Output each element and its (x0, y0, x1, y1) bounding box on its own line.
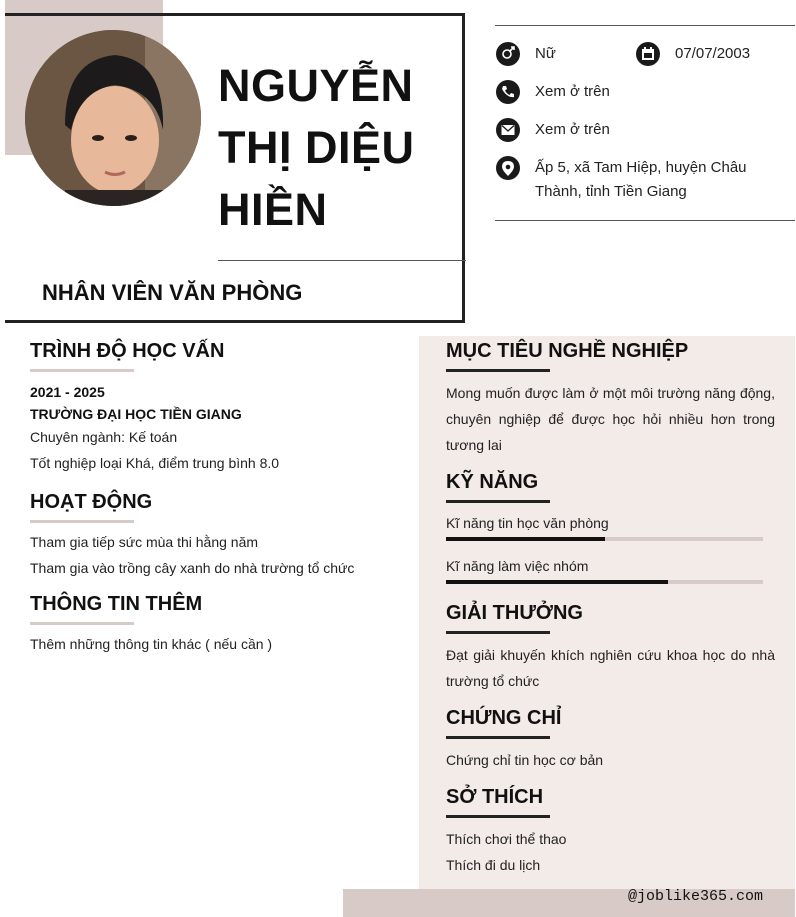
awards-text: Đạt giải khuyến khích nghiên cứu khoa học do nhà trường tổ chức (446, 647, 775, 689)
education-years: 2021 - 2025 (30, 384, 105, 400)
extra-info-title: THÔNG TIN THÊM (30, 593, 203, 615)
skill-bar-fill (446, 580, 668, 584)
contact-bottom-rule (495, 220, 795, 221)
skill-bar (446, 580, 763, 584)
activity-item: Tham gia tiếp sức mùa thi hằng năm (30, 534, 259, 550)
gender-value: Nữ (535, 45, 556, 62)
certificates-underline (446, 736, 550, 739)
hobby-item: Thích chơi thể thao (446, 831, 567, 847)
education-underline (30, 369, 134, 372)
gender-icon (496, 42, 520, 66)
skill-bar (446, 537, 763, 541)
name-line-3: HIỀN (218, 184, 328, 235)
objective-section (446, 340, 775, 458)
skills-title: KỸ NĂNG (446, 471, 539, 493)
phone-value: Xem ở trên (535, 83, 610, 100)
activities-underline (30, 520, 134, 523)
awards-title: GIẢI THƯỞNG (446, 602, 583, 624)
objective-text: Mong muốn được làm ở một môi trường năng động, chuyên nghiệp để được học hỏi nhiều hơn trong tương lai (446, 385, 775, 453)
avatar-photo (25, 30, 201, 206)
objective-title: MỤC TIÊU NGHỀ NGHIỆP (446, 340, 689, 362)
name-divider (218, 260, 466, 261)
extra-info-underline (30, 622, 134, 625)
hobbies-section (446, 786, 775, 878)
extra-info-text: Thêm những thông tin khác ( nếu cần ) (30, 636, 273, 652)
skills-underline (446, 500, 550, 503)
location-icon (496, 156, 520, 180)
phone-icon (496, 80, 520, 104)
awards-underline (446, 631, 550, 634)
education-title: TRÌNH ĐỘ HỌC VẤN (30, 340, 225, 362)
email-value: Xem ở trên (535, 121, 610, 138)
certificates-text: Chứng chỉ tin học cơ bản (446, 752, 604, 768)
certificates-title: CHỨNG CHỈ (446, 707, 562, 729)
objective-underline (446, 369, 550, 372)
skill-item (446, 556, 775, 584)
address-value: Ấp 5, xã Tam Hiệp, huyện Châu Thành, tỉnh Tiền Giang (535, 159, 747, 200)
avatar (25, 30, 201, 206)
education-school: TRƯỜNG ĐẠI HỌC TIỀN GIANG (30, 406, 242, 422)
job-title: NHÂN VIÊN VĂN PHÒNG (42, 280, 303, 305)
awards-section (446, 602, 775, 694)
name-line-1: NGUYỄN (218, 60, 414, 111)
email-icon (496, 118, 520, 142)
skills-section (446, 471, 775, 584)
hobbies-title: SỞ THÍCH (446, 786, 544, 808)
full-name (218, 55, 458, 241)
education-result: Tốt nghiệp loại Khá, điểm trung bình 8.0 (30, 455, 280, 471)
calendar-icon (636, 42, 660, 66)
skill-bar-fill (446, 537, 605, 541)
skill-item (446, 513, 775, 541)
skill-label: Kĩ năng tin học văn phòng (446, 515, 609, 531)
birthday-value: 07/07/2003 (675, 45, 751, 62)
name-line-2: THỊ DIỆU (218, 122, 415, 173)
activity-item: Tham gia vào trồng cây xanh do nhà trường tổ chức (30, 560, 355, 576)
extra-info-section (30, 593, 410, 657)
hobbies-underline (446, 815, 550, 818)
watermark-text: @joblike365.com (628, 888, 764, 905)
certificates-section (446, 707, 775, 773)
contact-top-rule (495, 25, 795, 26)
education-section (30, 340, 400, 476)
hobby-item: Thích đi du lịch (446, 857, 541, 873)
skill-label: Kĩ năng làm việc nhóm (446, 558, 589, 574)
education-major: Chuyên ngành: Kế toán (30, 429, 178, 445)
activities-title: HOẠT ĐỘNG (30, 491, 153, 513)
activities-section (30, 491, 410, 581)
